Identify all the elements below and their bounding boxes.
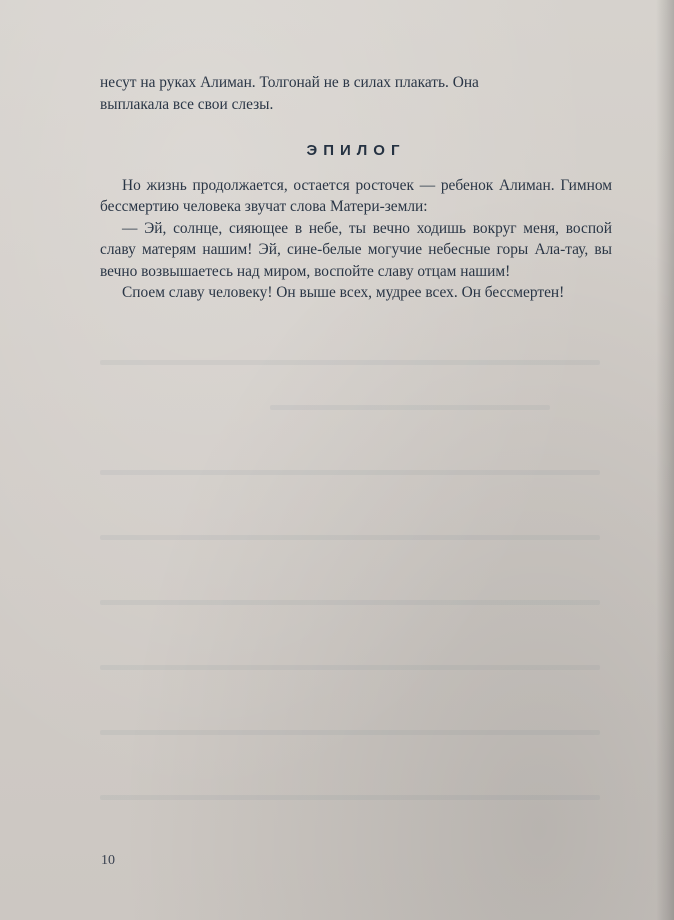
paragraph: Споем славу человеку! Он выше всех, мудрее всех. Он бессмертен! bbox=[122, 284, 565, 301]
paragraph: Но жизнь продолжается, остается росточек — ребенок Алиман. Гимном бессмертию человека звучат слова Матери-земли: bbox=[100, 176, 612, 215]
bleed-through-mark bbox=[100, 730, 600, 735]
paragraph: — Эй, солнце, сияющее в небе, ты вечно ходишь вокруг меня, воспой славу матерям нашим! Эй, сине-белые могучие небесные горы Ала-тау, вы вечно возвышаетесь над миром, воспойте славу отцам нашим! bbox=[100, 219, 612, 280]
text-line: несут на руках Алиман. Толгонай не в силах плакать. Она bbox=[100, 74, 479, 91]
text-line: выплакала все свои слезы. bbox=[100, 95, 274, 113]
section-heading: ЭПИЛОГ bbox=[306, 142, 406, 159]
body-text bbox=[100, 72, 612, 304]
page-edge-shadow bbox=[656, 0, 674, 920]
bleed-through-mark bbox=[100, 535, 600, 540]
bleed-through-mark bbox=[100, 665, 600, 670]
bleed-through-mark bbox=[100, 470, 600, 475]
bleed-through-mark bbox=[100, 360, 600, 365]
bleed-through-mark bbox=[100, 600, 600, 605]
bleed-through-mark bbox=[270, 405, 550, 410]
bleed-through-mark bbox=[100, 795, 600, 800]
page-number: 10 bbox=[101, 853, 115, 868]
paragraph-continuation bbox=[100, 72, 612, 115]
